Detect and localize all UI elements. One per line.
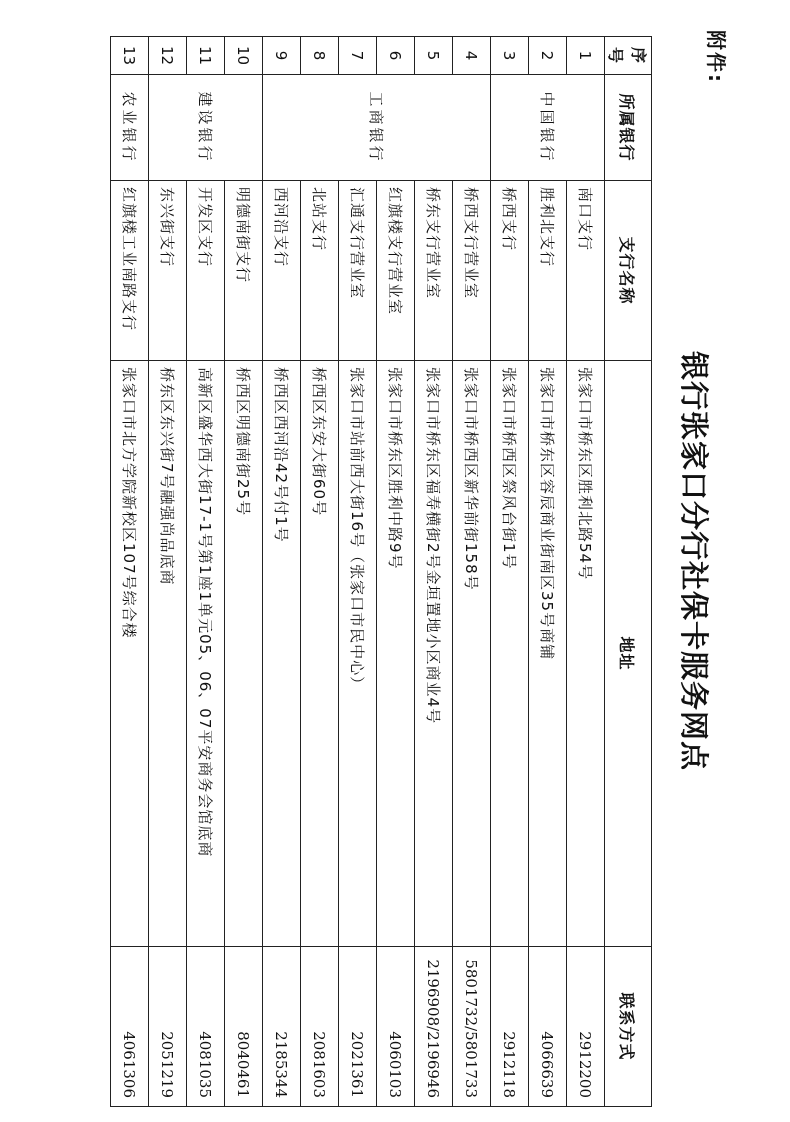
bank-name: 中国银行 [491,75,605,181]
attachment-label: 附件: [704,30,728,84]
table-row [453,37,491,1107]
table-row [225,37,263,1107]
branch-name: 开发区支行 [187,181,225,361]
branch-name: 汇通支行营业室 [339,181,377,361]
header-bank: 所属银行 [605,75,652,181]
table-row [149,37,187,1107]
branch-name: 桥西支行 [491,181,529,361]
row-no: 6 [377,37,415,75]
branch-name: 红旗楼支行营业室 [377,181,415,361]
header-branch: 支行名称 [605,181,652,361]
header-phone: 联系方式 [605,947,652,1107]
table-row [491,37,529,1107]
row-no: 7 [339,37,377,75]
table-row [567,37,605,1107]
branch-address: 桥西区明德南街25号 [225,361,263,947]
branch-phone: 8040461 [225,947,263,1107]
branch-name: 南口支行 [567,181,605,361]
branch-phone: 2196908/2196946 [415,947,453,1107]
page-title: 银行张家口分行社保卡服务网点 [677,350,711,771]
branch-address: 桥西区西河沿42号付1号 [263,361,301,947]
row-no: 2 [529,37,567,75]
table-row [529,37,567,1107]
branch-name: 东兴街支行 [149,181,187,361]
branch-address: 张家口市桥东区容辰商业街南区35号商铺 [529,361,567,947]
branch-phone: 4066639 [529,947,567,1107]
table-row [111,37,149,1107]
row-no: 1 [567,37,605,75]
row-no: 10 [225,37,263,75]
branch-phone: 2912200 [567,947,605,1107]
row-no: 4 [453,37,491,75]
branch-name: 西河沿支行 [263,181,301,361]
branch-address: 张家口市站前西大街16号（张家口市民中心） [339,361,377,947]
branch-phone: 2185344 [263,947,301,1107]
branch-address: 桥东区东兴街7号融强尚品底商 [149,361,187,947]
branch-address: 张家口市桥东区福寿横街2号金垣置地小区商业4号 [415,361,453,947]
branch-address: 张家口市桥西区祭风台街1号 [491,361,529,947]
branch-phone: 2021361 [339,947,377,1107]
row-no: 3 [491,37,529,75]
row-no: 11 [187,37,225,75]
branch-address: 桥西区东安大街60号 [301,361,339,947]
table-row [263,37,301,1107]
branch-address: 张家口市北方学院新校区107号综合楼 [111,361,149,947]
branch-phone: 5801732/5801733 [453,947,491,1107]
bank-name: 工商银行 [263,75,491,181]
branch-address: 张家口市桥东区胜利中路9号 [377,361,415,947]
row-no: 9 [263,37,301,75]
row-no: 12 [149,37,187,75]
table-row [415,37,453,1107]
branch-table [110,36,652,1107]
branch-address: 张家口市桥东区胜利北路54号 [567,361,605,947]
row-no: 5 [415,37,453,75]
branch-name: 桥西支行营业室 [453,181,491,361]
table-row [187,37,225,1107]
branch-phone: 2081603 [301,947,339,1107]
table-row [301,37,339,1107]
branch-phone: 2051219 [149,947,187,1107]
table-row [377,37,415,1107]
bank-name: 建设银行 [149,75,263,181]
row-no: 13 [111,37,149,75]
branch-phone: 2912118 [491,947,529,1107]
bank-name: 农业银行 [111,75,149,181]
header-address: 地址 [605,361,652,947]
branch-phone: 4061306 [111,947,149,1107]
branch-phone: 4060103 [377,947,415,1107]
table-row [339,37,377,1107]
branch-name: 红旗楼工业南路支行 [111,181,149,361]
branch-name: 桥东支行营业室 [415,181,453,361]
table-header-row [605,37,652,1107]
branch-name: 明德南街支行 [225,181,263,361]
branch-name: 胜利北支行 [529,181,567,361]
branch-address: 张家口市桥西区新华前街158号 [453,361,491,947]
branch-address: 高新区盛华西大街17-1号第1座1单元05、06、07平安商务会馆底商 [187,361,225,947]
header-no: 序号 [605,37,652,75]
branch-name: 北站支行 [301,181,339,361]
branch-phone: 4081035 [187,947,225,1107]
row-no: 8 [301,37,339,75]
